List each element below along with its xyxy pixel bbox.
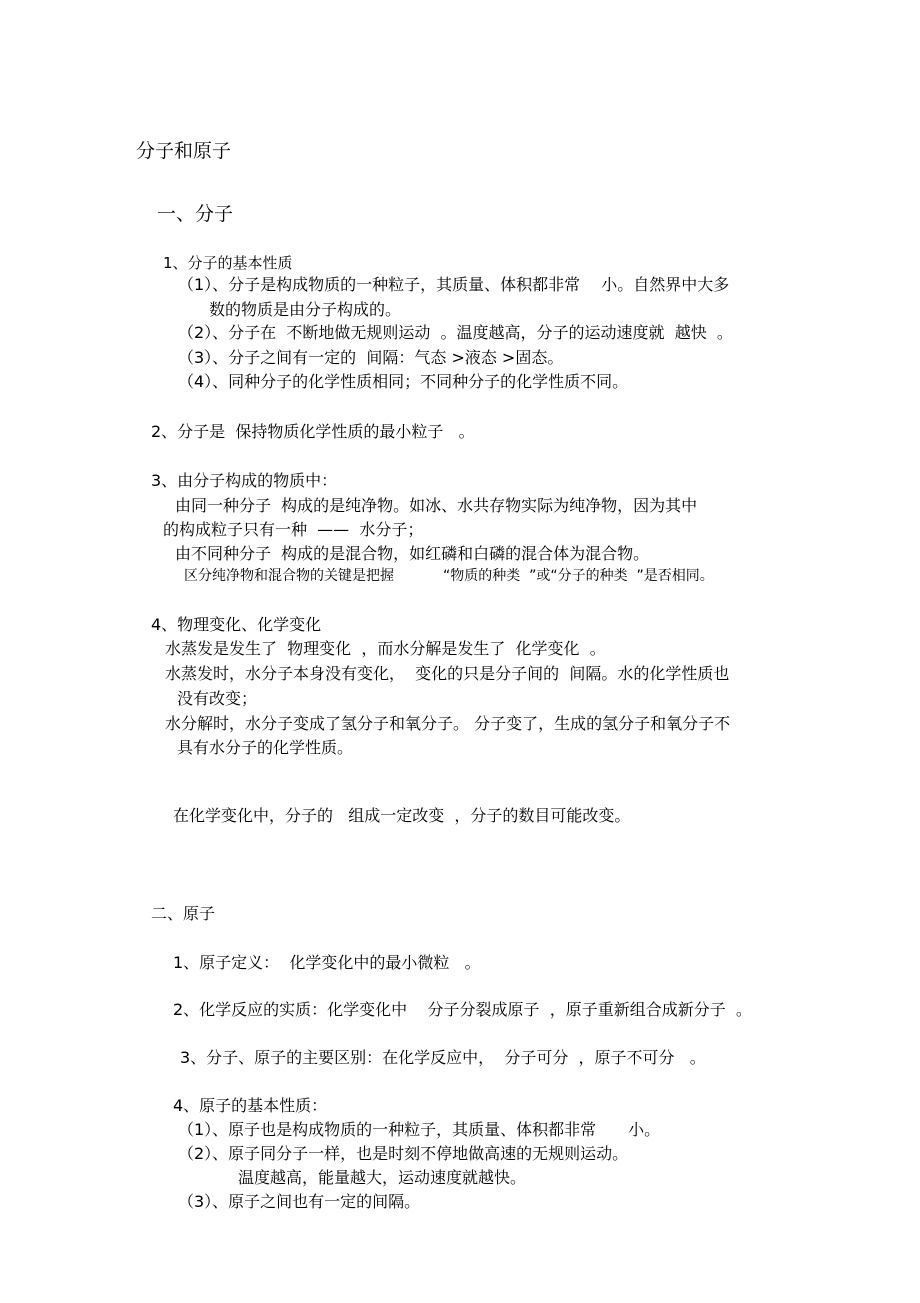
page-title: 分子和原子 — [136, 140, 232, 162]
item-1-point-2: （2）、分子在 不断地做无规则运动 。温度越高，分子的运动速度就 越快 。 — [178, 323, 733, 342]
item-4-line-3: 没有改变； — [177, 689, 258, 708]
item-1-point-1b: 数的物质是由分子构成的。 — [209, 300, 402, 319]
item-4-line-2: 水蒸发时，水分子本身没有变化， 变化的只是分子间的 间隔。水的化学性质也 — [165, 664, 730, 683]
item-1-point-1a: （1）、分子是构成物质的一种粒子，其质量、体积都非常 小。自然界中大多 — [178, 275, 730, 294]
item-2: 2、分子是 保持物质化学性质的最小粒子 。 — [151, 422, 475, 441]
item-3-title: 3、由分子构成的物质中： — [151, 471, 338, 490]
item-1-point-4: （4）、同种分子的化学性质相同；不同种分子的化学性质不同。 — [178, 372, 629, 391]
item-4-line-4: 水分解时，水分子变成了氢分子和氧分子。 分子变了，生成的氢分子和氧分子不 — [165, 714, 731, 733]
item-1-title: 1、分子的基本性质 — [163, 254, 293, 272]
section-heading-atom: 二、原子 — [151, 904, 216, 923]
item-4-title: 4、物理变化、化学变化 — [151, 615, 322, 634]
item-3-line-1: 由同一种分子 构成的是纯净物。如冰、水共存物实际为纯净物，因为其中 — [175, 496, 698, 515]
atom-item-4-title: 4、原子的基本性质： — [173, 1096, 328, 1115]
item-4-line-1: 水蒸发是发生了 物理变化 ，而水分解是发生了 化学变化 。 — [165, 639, 606, 658]
item-1-point-3: （3）、分子之间有一定的 间隔：气态 >液态 >固态。 — [178, 348, 564, 367]
chemical-change-note: 在化学变化中，分子的 组成一定改变 ，分子的数目可能改变。 — [173, 806, 631, 825]
atom-item-2: 2、化学反应的实质：化学变化中 分子分裂成原子 ，原子重新组合成新分子 。 — [173, 1000, 752, 1019]
section-heading-molecule: 一、分子 — [157, 203, 234, 225]
atom-item-3: 3、分子、原子的主要区别：在化学反应中， 分子可分 ，原子不可分 。 — [180, 1048, 706, 1067]
atom-item-1: 1、原子定义： 化学变化中的最小微粒 。 — [173, 953, 481, 972]
item-3-line-2: 的构成粒子只有一种 —— 水分子； — [163, 520, 424, 539]
item-3-key-note: 区分纯净物和混合物的关键是把握 “物质的种类 ”或“分子的种类 ”是否相同。 — [184, 568, 714, 584]
atom-item-4-point-3: （3）、原子之间也有一定的间隔。 — [178, 1192, 421, 1211]
atom-item-4-point-1: （1）、原子也是构成物质的一种粒子，其质量、体积都非常 小。 — [178, 1120, 661, 1139]
item-3-line-3: 由不同种分子 构成的是混合物，如红磷和白磷的混合体为混合物。 — [175, 544, 650, 563]
item-4-line-5: 具有水分子的化学性质。 — [177, 738, 354, 757]
atom-item-4-point-2a: （2）、原子同分子一样，也是时刻不停地做高速的无规则运动。 — [178, 1144, 629, 1163]
atom-item-4-point-2b: 温度越高，能量越大，运动速度就越快。 — [238, 1168, 527, 1187]
